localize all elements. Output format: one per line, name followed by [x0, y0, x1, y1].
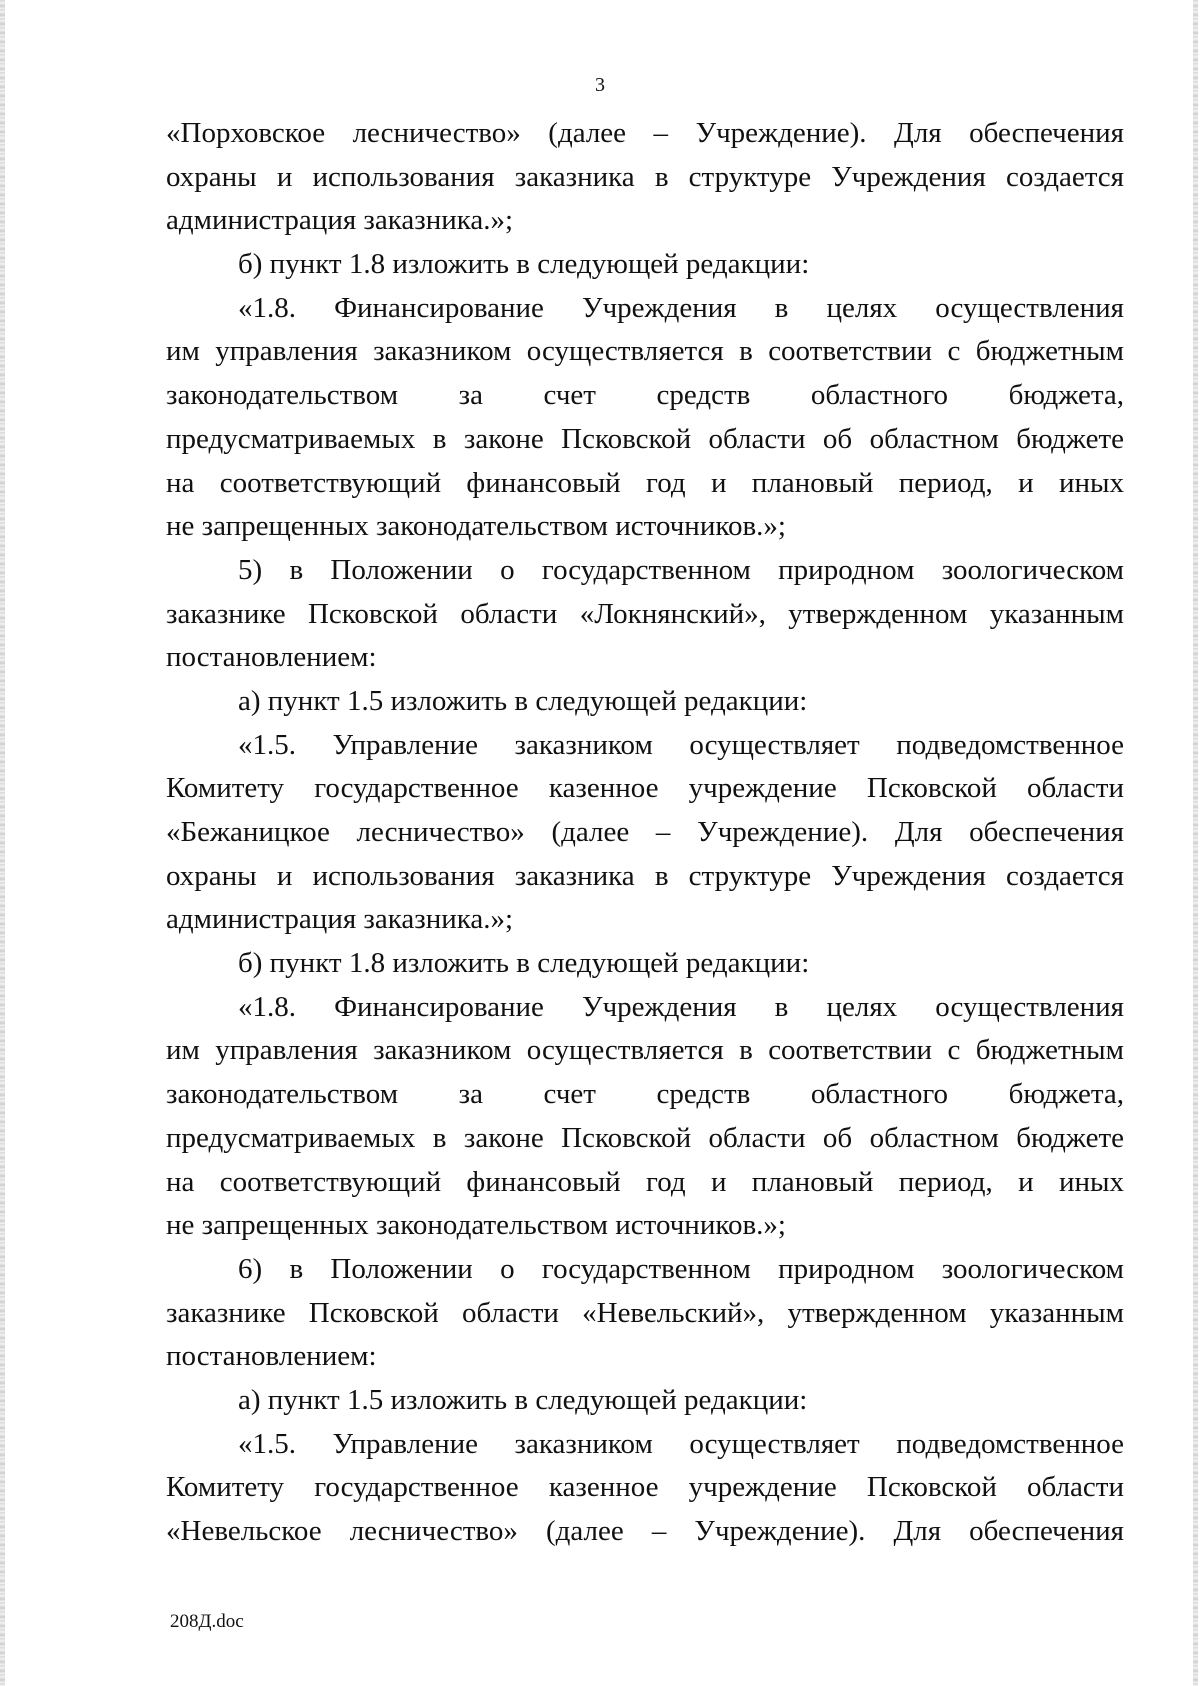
scan-edge-left [0, 0, 5, 1686]
text-line: б) пункт 1.8 изложить в следующей редакции: [238, 248, 810, 281]
scan-edge-right [1193, 0, 1198, 1686]
file-name-footer: 208Д.doc [170, 1611, 244, 1632]
text-line: законодательством за счет средств областного бюджета, [166, 1078, 1124, 1111]
text-line: 6) в Положении о государственном природном зоологическом [238, 1252, 1124, 1285]
text-line: на соответствующий финансовый год и плановый период, и иных [166, 466, 1124, 499]
page-number: 3 [595, 74, 605, 96]
text-line: им управления заказником осуществляется в соответствии с бюджетным [166, 1034, 1124, 1067]
text-line: заказнике Псковской области «Невельский», утвержденном указанным [166, 1296, 1124, 1329]
text-line: «Невельское лесничество» (далее – Учреждение). Для обеспечения [166, 1515, 1124, 1547]
text-line: заказнике Псковской области «Локнянский», утвержденном указанным [166, 597, 1124, 630]
text-line: охраны и использования заказника в структуре Учреждения создается [166, 160, 1124, 193]
text-line: б) пункт 1.8 изложить в следующей редакции: [238, 947, 810, 980]
text-line: предусматриваемых в законе Псковской области об областном бюджете [166, 422, 1124, 455]
text-line: а) пункт 1.5 изложить в следующей редакции: [238, 1383, 808, 1416]
text-line: «1.5. Управление заказником осуществляет подведомственное [238, 728, 1124, 761]
text-line: администрация заказника.»; [166, 903, 514, 936]
text-line: «Порховское лесничество» (далее – Учреждение). Для обеспечения [166, 117, 1124, 149]
text-line: «1.8. Финансирование Учреждения в целях осуществления [238, 291, 1124, 324]
text-line: Комитету государственное казенное учреждение Псковской области [166, 1471, 1124, 1504]
document-body [166, 112, 1124, 1554]
text-line: «Бежаницкое лесничество» (далее – Учреждение). Для обеспечения [166, 816, 1124, 848]
text-line: «1.5. Управление заказником осуществляет подведомственное [238, 1427, 1124, 1460]
text-line: предусматриваемых в законе Псковской области об областном бюджете [166, 1121, 1124, 1154]
text-line: постановлением: [166, 641, 377, 674]
text-line: администрация заказника.»; [166, 204, 514, 237]
text-line: «1.8. Финансирование Учреждения в целях осуществления [238, 990, 1124, 1023]
text-line: не запрещенных законодательством источников.»; [166, 510, 786, 543]
text-line: охраны и использования заказника в структуре Учреждения создается [166, 859, 1124, 892]
text-line: постановлением: [166, 1340, 377, 1373]
text-line: а) пункт 1.5 изложить в следующей редакции: [238, 684, 808, 717]
text-line: им управления заказником осуществляется в соответствии с бюджетным [166, 335, 1124, 368]
text-line: не запрещенных законодательством источников.»; [166, 1209, 786, 1242]
text-line: на соответствующий финансовый год и плановый период, и иных [166, 1165, 1124, 1198]
text-line: законодательством за счет средств областного бюджета, [166, 379, 1124, 412]
text-line: Комитету государственное казенное учреждение Псковской области [166, 772, 1124, 805]
text-line: 5) в Положении о государственном природном зоологическом [238, 553, 1124, 586]
